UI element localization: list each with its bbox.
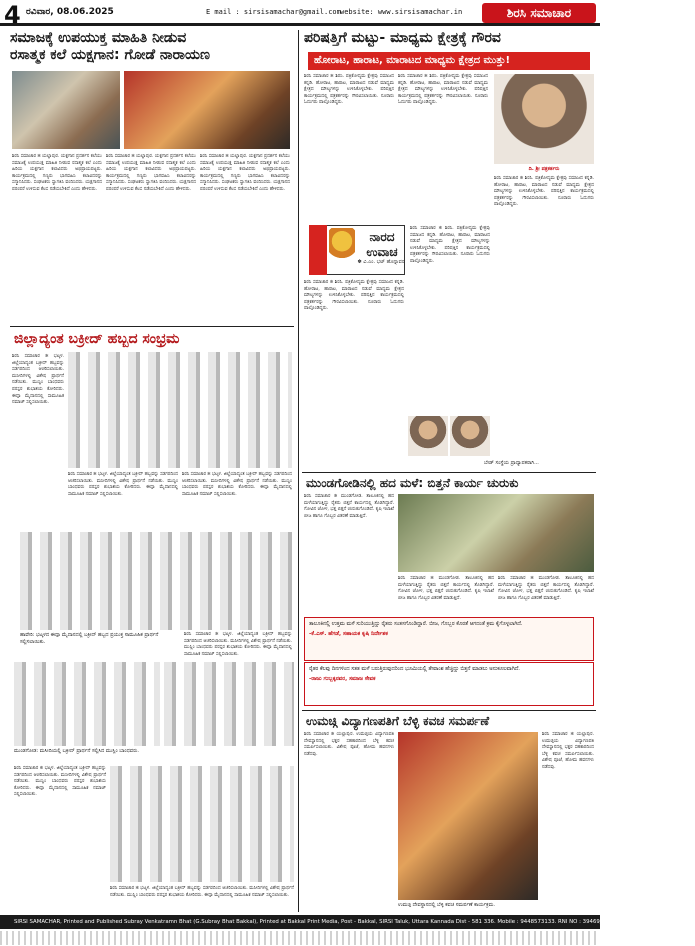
divider <box>302 472 596 473</box>
journalism-body-col-5: ಶಿರಸಿ ಸಮಾಚಾರ ✽ ಶಿರಸಿ. ಪತ್ರಿಕೋದ್ಯಮ ಕ್ಷೇತ್ರವು ಸಮಾಜದ ಕನ್ನಡಿ. ಹೋರಾಟ, ಹಾರಾಟ, ಮಾರಾಟದ ನಡುವೆ ಮಾಧ್ಯಮ ಕ್ಷೇತ್ರದ ಮೌಲ್ಯಗಳನ್ನು ಉಳಿಸಿಕೊಳ್ಳಬೇಕು. ಪರಿಷತ್ತಿನ ಕಾರ್ಯಕ್ರಮದಲ್ಲಿ ಪತ್ರಕರ್ತರನ್ನು ಗೌರವಿಸಲಾಯಿತು. ನೂರಾರು ಓದುಗರು ಪಾಲ್ಗೊಂಡಿದ್ದರು. <box>304 280 404 312</box>
bakrid-photo-4 <box>164 662 294 746</box>
temple-body-col-2: ಶಿರಸಿ ಸಮಾಚಾರ ✽ ಯಲ್ಲಾಪುರ. ಉಮಚ್ಗಿಯ ವಿದ್ಯಾಗಣಪತಿ ದೇವಸ್ಥಾನದಲ್ಲಿ ಭಕ್ತರ ಸಹಕಾರದಿಂದ ಬೆಳ್ಳಿ ಕವಚ ಸಮರ್ಪಿಸಲಾಯಿತು. ವಿಶೇಷ ಪೂಜೆ, ಹೋಮ ಹವನಗಳು ನಡೆದವು. <box>542 732 594 770</box>
rain-body-col-2: ಶಿರಸಿ ಸಮಾಚಾರ ✽ ಮುಂಡಗೋಡ. ತಾಲೂಕಿನಲ್ಲಿ ಹದ ಮಳೆಯಾಗುತ್ತಿದ್ದು ರೈತರು ಬಿತ್ತನೆ ಕಾರ್ಯದಲ್ಲಿ ತೊಡಗಿದ್ದಾರೆ. ಗೋವಿನ ಜೋಳ, ಭತ್ತ ಬಿತ್ತನೆ ಚುರುಕುಗೊಂಡಿದೆ. ಕೃಷಿ ಇಲಾಖೆ ಬೀಜ ಹಾಗೂ ಗೊಬ್ಬರ ವಿತರಣೆ ಮಾಡುತ್ತಿದೆ. <box>398 576 494 601</box>
temple-body-col-1: ಶಿರಸಿ ಸಮಾಚಾರ ✽ ಯಲ್ಲಾಪುರ. ಉಮಚ್ಗಿಯ ವಿದ್ಯಾಗಣಪತಿ ದೇವಸ್ಥಾನದಲ್ಲಿ ಭಕ್ತರ ಸಹಕಾರದಿಂದ ಬೆಳ್ಳಿ ಕವಚ ಸಮರ್ಪಿಸಲಾಯಿತು. ವಿಶೇಷ ಪೂಜೆ, ಹೋಮ ಹವನಗಳು ನಡೆದವು. <box>304 732 394 757</box>
yakshagana-headline-line-2: ರಸಾತ್ಮಕ ಕಲೆ ಯಕ್ಷಗಾನ: ಗೋಡೆ ನಾರಾಯಣ <box>10 46 210 63</box>
website-link: website: www.sirsisamachar.in <box>340 8 463 16</box>
temple-photo <box>398 732 538 900</box>
rain-quote-author-1: -ಕೆ.ಎಸ್. ಹೆಗಡೆ, ಸಹಾಯಕ ಕೃಷಿ ನಿರ್ದೇಶಕ <box>309 631 388 637</box>
yakshagana-body-col-1: ಶಿರಸಿ ಸಮಾಚಾರ ✽ ಯಲ್ಲಾಪುರ. ಯಕ್ಷಗಾನ ಪ್ರದರ್ಶನ ಕಲೆಯು ಸಮಾಜಕ್ಕೆ ಉಪಯುಕ್ತ ಮಾಹಿತಿ ನೀಡುವ ರಸಾತ್ಮಕ ಕಲೆ ಎಂದು ಹಿರಿಯ ಯಕ್ಷಗಾನ ಕಲಾವಿದರು ಅಭಿಪ್ರಾಯಪಟ್ಟರು. ಕಾರ್ಯಕ್ರಮದಲ್ಲಿ ಗಣ್ಯರು ಭಾಗವಹಿಸಿ ಕಲಾವಿದರನ್ನು ಸನ್ಮಾನಿಸಿದರು. ಸಂಘಟಕರು ಸ್ವಾಗತಿಸಿ ವಂದಿಸಿದರು. ಯಕ್ಷಗಾನದ ಪರಂಪರೆ ಉಳಿಸುವ ಕೆಲಸ ನಡೆಯಬೇಕಿದೆ ಎಂದು ಹೇಳಿದರು. <box>12 154 102 192</box>
imprint-footer: SIRSI SAMACHAR, Printed and Published Subray Venkatramn Bhat (G.Subray Bhat Bakkal), Printed at Bakkal Print Media, Post - Bakkal, SIRSI Taluk, Uttara Kannada Dist - 581 336. Mobile : 9448573133. RNI NO : 39469/86, Editor : G. Subray Bhat Bakkal. <box>0 915 600 929</box>
divider <box>302 710 596 711</box>
column-box-accent <box>309 225 327 275</box>
temple-caption: ಉಮಚ್ಗಿ ದೇವಸ್ಥಾನದಲ್ಲಿ ಬೆಳ್ಳಿ ಕವಚ ಸಮರ್ಪಣೆ ಕಾರ್ಯಕ್ರಮ. <box>398 902 495 908</box>
masthead-logo: ಶಿರಸಿ ಸಮಾಚಾರ <box>482 3 596 23</box>
person-photo-2 <box>450 416 490 456</box>
rain-photo <box>398 494 594 572</box>
bakrid-body-col-2: ಶಿರಸಿ ಸಮಾಚಾರ ✽ ಭಟ್ಕಳ. ಜಿಲ್ಲೆಯಾದ್ಯಂತ ಬಕ್ರೀದ್ ಹಬ್ಬವನ್ನು ಸಡಗರದಿಂದ ಆಚರಿಸಲಾಯಿತು. ಮಸೀದಿಗಳಲ್ಲಿ ವಿಶೇಷ ಪ್ರಾರ್ಥನೆ ನಡೆಯಿತು. ಮುಸ್ಲಿಂ ಬಾಂಧವರು ಪರಸ್ಪರ ಶುಭಾಶಯ ಕೋರಿದರು. ಈದ್ಗಾ ಮೈದಾನದಲ್ಲಿ ಸಾಮೂಹಿಕ ನಮಾಜ್ ಸಲ್ಲಿಸಲಾಯಿತು. <box>68 472 178 497</box>
bakrid-headline: ಜಿಲ್ಲಾದ್ಯಂತ ಬಕ್ರೀದ್ ಹಬ್ಬದ ಸಂಭ್ರಮ <box>14 331 180 347</box>
portrait-caption: ದಿ. ಶ್ರೀ ಪತ್ರಕರ್ತರು <box>528 166 560 172</box>
journalism-body-col-4: ಶಿರಸಿ ಸಮಾಚಾರ ✽ ಶಿರಸಿ. ಪತ್ರಿಕೋದ್ಯಮ ಕ್ಷೇತ್ರವು ಸಮಾಜದ ಕನ್ನಡಿ. ಹೋರಾಟ, ಹಾರಾಟ, ಮಾರಾಟದ ನಡುವೆ ಮಾಧ್ಯಮ ಕ್ಷೇತ್ರದ ಮೌಲ್ಯಗಳನ್ನು ಉಳಿಸಿಕೊಳ್ಳಬೇಕು. ಪರಿಷತ್ತಿನ ಕಾರ್ಯಕ್ರಮದಲ್ಲಿ ಪತ್ರಕರ್ತರನ್ನು ಗೌರವಿಸಲಾಯಿತು. ನೂರಾರು ಓದುಗರು ಪಾಲ್ಗೊಂಡಿದ್ದರು. <box>410 226 490 264</box>
bakrid-caption-2: ಮುಂಡಗೋಡ: ಮಸೀದಿಯಲ್ಲಿ ಬಕ್ರೀದ್ ಪ್ರಾರ್ಥನೆ ಸಲ್ಲಿಸಿದ ಮುಸ್ಲಿಂ ಬಾಂಧವರು. <box>14 748 139 754</box>
bakrid-body-col-1: ಶಿರಸಿ ಸಮಾಚಾರ ✽ ಭಟ್ಕಳ. ಜಿಲ್ಲೆಯಾದ್ಯಂತ ಬಕ್ರೀದ್ ಹಬ್ಬವನ್ನು ಸಡಗರದಿಂದ ಆಚರಿಸಲಾಯಿತು. ಮಸೀದಿಗಳಲ್ಲಿ ವಿಶೇಷ ಪ್ರಾರ್ಥನೆ ನಡೆಯಿತು. ಮುಸ್ಲಿಂ ಬಾಂಧವರು ಪರಸ್ಪರ ಶುಭಾಶಯ ಕೋರಿದರು. ಈದ್ಗಾ ಮೈದಾನದಲ್ಲಿ ಸಾಮೂಹಿಕ ನಮಾಜ್ ಸಲ್ಲಿಸಲಾಯಿತು. <box>12 354 64 406</box>
yakshagana-body-col-2: ಶಿರಸಿ ಸಮಾಚಾರ ✽ ಯಲ್ಲಾಪುರ. ಯಕ್ಷಗಾನ ಪ್ರದರ್ಶನ ಕಲೆಯು ಸಮಾಜಕ್ಕೆ ಉಪಯುಕ್ತ ಮಾಹಿತಿ ನೀಡುವ ರಸಾತ್ಮಕ ಕಲೆ ಎಂದು ಹಿರಿಯ ಯಕ್ಷಗಾನ ಕಲಾವಿದರು ಅಭಿಪ್ರಾಯಪಟ್ಟರು. ಕಾರ್ಯಕ್ರಮದಲ್ಲಿ ಗಣ್ಯರು ಭಾಗವಹಿಸಿ ಕಲಾವಿದರನ್ನು ಸನ್ಮಾನಿಸಿದರು. ಸಂಘಟಕರು ಸ್ವಾಗತಿಸಿ ವಂದಿಸಿದರು. ಯಕ್ಷಗಾನದ ಪರಂಪರೆ ಉಳಿಸುವ ಕೆಲಸ ನಡೆಯಬೇಕಿದೆ ಎಂದು ಹೇಳಿದರು. <box>106 154 196 192</box>
rain-quote-author-2: -ರಾಜು ಗುಬ್ಬಕ್ಕನವರ, ಸಮಾಜ ಸೇವಕ <box>309 676 376 682</box>
column-title: ನಾರದ ಉವಾಚ <box>366 230 398 259</box>
rain-body-col-1: ಶಿರಸಿ ಸಮಾಚಾರ ✽ ಮುಂಡಗೋಡ. ತಾಲೂಕಿನಲ್ಲಿ ಹದ ಮಳೆಯಾಗುತ್ತಿದ್ದು ರೈತರು ಬಿತ್ತನೆ ಕಾರ್ಯದಲ್ಲಿ ತೊಡಗಿದ್ದಾರೆ. ಗೋವಿನ ಜೋಳ, ಭತ್ತ ಬಿತ್ತನೆ ಚುರುಕುಗೊಂಡಿದೆ. ಕೃಷಿ ಇಲಾಖೆ ಬೀಜ ಹಾಗೂ ಗೊಬ್ಬರ ವಿತರಣೆ ಮಾಡುತ್ತಿದೆ. <box>304 494 394 519</box>
rain-quote-panel-2 <box>304 662 594 706</box>
bakrid-photo-1 <box>68 352 292 468</box>
bakrid-body-col-3: ಶಿರಸಿ ಸಮಾಚಾರ ✽ ಭಟ್ಕಳ. ಜಿಲ್ಲೆಯಾದ್ಯಂತ ಬಕ್ರೀದ್ ಹಬ್ಬವನ್ನು ಸಡಗರದಿಂದ ಆಚರಿಸಲಾಯಿತು. ಮಸೀದಿಗಳಲ್ಲಿ ವಿಶೇಷ ಪ್ರಾರ್ಥನೆ ನಡೆಯಿತು. ಮುಸ್ಲಿಂ ಬಾಂಧವರು ಪರಸ್ಪರ ಶುಭಾಶಯ ಕೋರಿದರು. ಈದ್ಗಾ ಮೈದಾನದಲ್ಲಿ ಸಾಮೂಹಿಕ ನಮಾಜ್ ಸಲ್ಲಿಸಲಾಯಿತು. <box>182 472 292 497</box>
journalism-body-col-2: ಶಿರಸಿ ಸಮಾಚಾರ ✽ ಶಿರಸಿ. ಪತ್ರಿಕೋದ್ಯಮ ಕ್ಷೇತ್ರವು ಸಮಾಜದ ಕನ್ನಡಿ. ಹೋರಾಟ, ಹಾರಾಟ, ಮಾರಾಟದ ನಡುವೆ ಮಾಧ್ಯಮ ಕ್ಷೇತ್ರದ ಮೌಲ್ಯಗಳನ್ನು ಉಳಿಸಿಕೊಳ್ಳಬೇಕು. ಪರಿಷತ್ತಿನ ಕಾರ್ಯಕ್ರಮದಲ್ಲಿ ಪತ್ರಕರ್ತರನ್ನು ಗೌರವಿಸಲಾಯಿತು. ನೂರಾರು ಓದುಗರು ಪಾಲ್ಗೊಂಡಿದ್ದರು. <box>398 74 488 106</box>
page-number: 4 <box>4 1 21 29</box>
yakshagana-headline-line-1: ಸಮಾಜಕ್ಕೆ ಉಪಯುಕ್ತ ಮಾಹಿತಿ ನೀಡುವ <box>10 30 187 46</box>
rain-quote-panel-1 <box>304 617 594 661</box>
bakrid-body-col-5: ಶಿರಸಿ ಸಮಾಚಾರ ✽ ಭಟ್ಕಳ. ಜಿಲ್ಲೆಯಾದ್ಯಂತ ಬಕ್ರೀದ್ ಹಬ್ಬವನ್ನು ಸಡಗರದಿಂದ ಆಚರಿಸಲಾಯಿತು. ಮಸೀದಿಗಳಲ್ಲಿ ವಿಶೇಷ ಪ್ರಾರ್ಥನೆ ನಡೆಯಿತು. ಮುಸ್ಲಿಂ ಬಾಂಧವರು ಪರಸ್ಪರ ಶುಭಾಶಯ ಕೋರಿದರು. ಈದ್ಗಾ ಮೈದಾನದಲ್ಲಿ ಸಾಮೂಹಿಕ ನಮಾಜ್ ಸಲ್ಲಿಸಲಾಯಿತು. <box>14 766 106 798</box>
bakrid-body-col-4: ಶಿರಸಿ ಸಮಾಚಾರ ✽ ಭಟ್ಕಳ. ಜಿಲ್ಲೆಯಾದ್ಯಂತ ಬಕ್ರೀದ್ ಹಬ್ಬವನ್ನು ಸಡಗರದಿಂದ ಆಚರಿಸಲಾಯಿತು. ಮಸೀದಿಗಳಲ್ಲಿ ವಿಶೇಷ ಪ್ರಾರ್ಥನೆ ನಡೆಯಿತು. ಮುಸ್ಲಿಂ ಬಾಂಧವರು ಪರಸ್ಪರ ಶುಭಾಶಯ ಕೋರಿದರು. ಈದ್ಗಾ ಮೈದಾನದಲ್ಲಿ ಸಾಮೂಹಿಕ ನಮಾಜ್ ಸಲ್ಲಿಸಲಾಯಿತು. <box>184 632 292 657</box>
journalism-quote: ಬೇಡ್ ಸಂಸ್ಥೆಯ ಪ್ರಾಧ್ಯಾಪಕರಾಗಿ... <box>484 460 539 466</box>
journalism-body-col-3: ಶಿರಸಿ ಸಮಾಚಾರ ✽ ಶಿರಸಿ. ಪತ್ರಿಕೋದ್ಯಮ ಕ್ಷೇತ್ರವು ಸಮಾಜದ ಕನ್ನಡಿ. ಹೋರಾಟ, ಹಾರಾಟ, ಮಾರಾಟದ ನಡುವೆ ಮಾಧ್ಯಮ ಕ್ಷೇತ್ರದ ಮೌಲ್ಯಗಳನ್ನು ಉಳಿಸಿಕೊಳ್ಳಬೇಕು. ಪರಿಷತ್ತಿನ ಕಾರ್ಯಕ್ರಮದಲ್ಲಿ ಪತ್ರಕರ್ತರನ್ನು ಗೌರವಿಸಲಾಯಿತು. ನೂರಾರು ಓದುಗರು ಪಾಲ್ಗೊಂಡಿದ್ದರು. <box>494 176 594 208</box>
yakshagana-photo-2 <box>124 71 290 149</box>
journalism-headline: ಪರಿಷತ್ತಿಗೆ ಮಟ್ಟು- ಮಾಧ್ಯಮ ಕ್ಷೇತ್ರಕ್ಕೆ ಗೌರವ <box>304 30 501 46</box>
journalism-body-col-1: ಶಿರಸಿ ಸಮಾಚಾರ ✽ ಶಿರಸಿ. ಪತ್ರಿಕೋದ್ಯಮ ಕ್ಷೇತ್ರವು ಸಮಾಜದ ಕನ್ನಡಿ. ಹೋರಾಟ, ಹಾರಾಟ, ಮಾರಾಟದ ನಡುವೆ ಮಾಧ್ಯಮ ಕ್ಷೇತ್ರದ ಮೌಲ್ಯಗಳನ್ನು ಉಳಿಸಿಕೊಳ್ಳಬೇಕು. ಪರಿಷತ್ತಿನ ಕಾರ್ಯಕ್ರಮದಲ್ಲಿ ಪತ್ರಕರ್ತರನ್ನು ಗೌರವಿಸಲಾಯಿತು. ನೂರಾರು ಓದುಗರು ಪಾಲ್ಗೊಂಡಿದ್ದರು. <box>304 74 394 106</box>
bakrid-body-col-6: ಶಿರಸಿ ಸಮಾಚಾರ ✽ ಭಟ್ಕಳ. ಜಿಲ್ಲೆಯಾದ್ಯಂತ ಬಕ್ರೀದ್ ಹಬ್ಬವನ್ನು ಸಡಗರದಿಂದ ಆಚರಿಸಲಾಯಿತು. ಮಸೀದಿಗಳಲ್ಲಿ ವಿಶೇಷ ಪ್ರಾರ್ಥನೆ ನಡೆಯಿತು. ಮುಸ್ಲಿಂ ಬಾಂಧವರು ಪರಸ್ಪರ ಶುಭಾಶಯ ಕೋರಿದರು. ಈದ್ಗಾ ಮೈದಾನದಲ್ಲಿ ಸಾಮೂಹಿಕ ನಮಾಜ್ ಸಲ್ಲಿಸಲಾಯಿತು. <box>110 886 294 898</box>
bakrid-photo-5 <box>110 766 294 882</box>
yakshagana-photo-1 <box>12 71 120 149</box>
issue-date: ರವಿವಾರ, 08.06.2025 <box>26 7 114 17</box>
journalist-portrait <box>494 74 594 164</box>
email-address: E mail : sirsisamachar@gmail.com <box>206 8 341 16</box>
rain-body-col-3: ಶಿರಸಿ ಸಮಾಚಾರ ✽ ಮುಂಡಗೋಡ. ತಾಲೂಕಿನಲ್ಲಿ ಹದ ಮಳೆಯಾಗುತ್ತಿದ್ದು ರೈತರು ಬಿತ್ತನೆ ಕಾರ್ಯದಲ್ಲಿ ತೊಡಗಿದ್ದಾರೆ. ಗೋವಿನ ಜೋಳ, ಭತ್ತ ಬಿತ್ತನೆ ಚುರುಕುಗೊಂಡಿದೆ. ಕೃಷಿ ಇಲಾಖೆ ಬೀಜ ಹಾಗೂ ಗೊಬ್ಬರ ವಿತರಣೆ ಮಾಡುತ್ತಿದೆ. <box>498 576 594 601</box>
divider <box>10 326 294 327</box>
bakrid-photo-2 <box>20 532 292 630</box>
narada-mascot-icon <box>329 228 355 272</box>
person-photo-1 <box>408 416 448 456</box>
bakrid-caption-1: ಹಾವೇರಿ: ಭಟ್ಕಳದ ಈದ್ಗಾ ಮೈದಾನದಲ್ಲಿ ಬಕ್ರೀದ್ ಹಬ್ಬದ ಪ್ರಯುಕ್ತ ಸಾಮೂಹಿಕ ಪ್ರಾರ್ಥನೆ ಸಲ್ಲಿಸಲಾಯಿತು. <box>20 632 159 645</box>
column-author: ✽ ವಿ.ಎಂ. ಭಟ್ ಹೊನ್ನಾವರ <box>357 259 405 265</box>
temple-headline: ಉಮಚ್ಗಿ ವಿದ್ಯಾಗಣಪತಿಗೆ ಬೆಳ್ಳಿ ಕವಚ ಸಮರ್ಪಣೆ <box>306 714 490 728</box>
rain-quote-text-2: ರೈತರ ಕೆಲವು ದಿನಗಳಿಂದ ಸತತ ಮಳೆ ಬರುತ್ತಿರುವುದರಿಂದ ಭೂಮಿಯಲ್ಲಿ ತೇವಾಂಶ ಹೆಚ್ಚಿದ್ದು ಬಿತ್ತನೆ ಮಾಡಲು ಅನುಕೂಲವಾಗಿದೆ. <box>309 666 520 672</box>
rain-headline: ಮುಂಡಗೋಡಿನಲ್ಲಿ ಹದ ಮಳೆ: ಬಿತ್ತನೆ ಕಾರ್ಯ ಚುರುಕು <box>306 476 519 490</box>
print-registration-strip <box>0 931 600 945</box>
column-divider <box>298 30 299 912</box>
yakshagana-body-col-3: ಶಿರಸಿ ಸಮಾಚಾರ ✽ ಯಲ್ಲಾಪುರ. ಯಕ್ಷಗಾನ ಪ್ರದರ್ಶನ ಕಲೆಯು ಸಮಾಜಕ್ಕೆ ಉಪಯುಕ್ತ ಮಾಹಿತಿ ನೀಡುವ ರಸಾತ್ಮಕ ಕಲೆ ಎಂದು ಹಿರಿಯ ಯಕ್ಷಗಾನ ಕಲಾವಿದರು ಅಭಿಪ್ರಾಯಪಟ್ಟರು. ಕಾರ್ಯಕ್ರಮದಲ್ಲಿ ಗಣ್ಯರು ಭಾಗವಹಿಸಿ ಕಲಾವಿದರನ್ನು ಸನ್ಮಾನಿಸಿದರು. ಸಂಘಟಕರು ಸ್ವಾಗತಿಸಿ ವಂದಿಸಿದರು. ಯಕ್ಷಗಾನದ ಪರಂಪರೆ ಉಳಿಸುವ ಕೆಲಸ ನಡೆಯಬೇಕಿದೆ ಎಂದು ಹೇಳಿದರು. <box>200 154 290 192</box>
journalism-subheadline: ಹೋರಾಟ, ಹಾರಾಟ, ಮಾರಾಟದ ಮಾಧ್ಯಮ ಕ್ಷೇತ್ರದ ಮುತ್ತು! <box>308 52 590 70</box>
yakshagana-headline <box>10 30 292 64</box>
bakrid-photo-3 <box>14 662 160 746</box>
rain-quote-text-1: ತಾಲೂಕಿನಲ್ಲಿ ಉತ್ತಮ ಮಳೆ ಸುರಿಯುತ್ತಿದ್ದು ರೈತರು ಸಂತಸಗೊಂಡಿದ್ದಾರೆ. ಬೀಜ, ಗೊಬ್ಬರ ಕೊರತೆ ಆಗದಂತೆ ಕ್ರಮ ಕೈಗೊಳ್ಳಲಾಗಿದೆ. <box>309 621 523 627</box>
